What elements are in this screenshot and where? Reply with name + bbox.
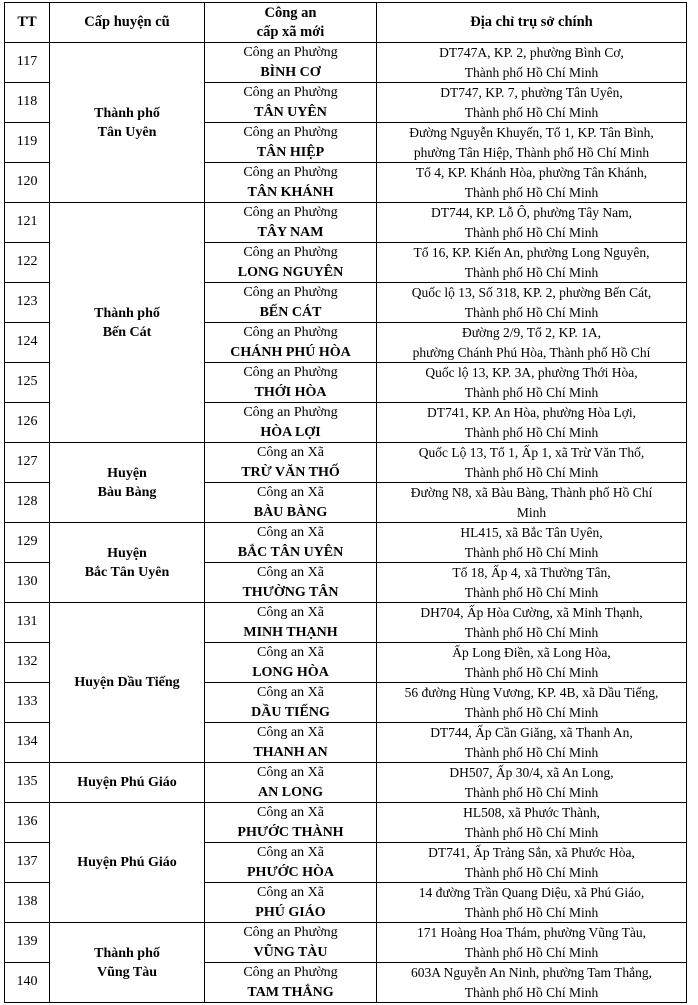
new-unit-cell [205, 523, 377, 563]
unit-type: Công an Xã [257, 685, 324, 700]
table-row [5, 523, 687, 563]
document-page [4, 2, 687, 1003]
address-cell [377, 643, 687, 683]
row-number: 121 [5, 203, 50, 243]
address-line1: Ấp Long Điền, xã Long Hòa, [452, 645, 611, 660]
unit-type: Công an Xã [257, 725, 324, 740]
address-line1: DT744, Ấp Cần Giăng, xã Thanh An, [430, 725, 633, 740]
old-district-line2: Bàu Bàng [97, 484, 157, 500]
row-number: 138 [5, 883, 50, 923]
address-line1: Đường 2/9, Tổ 2, KP. 1A, [461, 325, 602, 340]
new-unit-cell [205, 243, 377, 283]
row-number: 128 [5, 483, 50, 523]
unit-name: BÀU BÀNG [253, 504, 328, 520]
address-line2: Thành phố Hồ Chí Minh [464, 184, 599, 200]
unit-type: Công an Phường [243, 85, 338, 100]
new-unit-cell [205, 283, 377, 323]
unit-name: DẦU TIẾNG [251, 704, 330, 720]
address-cell [377, 923, 687, 963]
row-number: 130 [5, 563, 50, 603]
old-district-line1: Thành phố [94, 305, 160, 321]
address-cell [377, 363, 687, 403]
address-cell [377, 763, 687, 803]
header-new-unit-line1: Công an [264, 5, 317, 22]
address-line2: Thành phố Hồ Chí Minh [464, 424, 599, 440]
address-line2: Thành phố Hồ Chí Minh [464, 464, 599, 480]
address-line1: Quốc lộ 13, Số 318, KP. 2, phường Bến Cát, [411, 285, 652, 300]
row-number: 137 [5, 843, 50, 883]
address-line1: 603A Nguyễn An Ninh, phường Tam Thắng, [410, 965, 652, 980]
old-district-line1: Huyện Phú Giáo [77, 855, 177, 870]
old-district-line2: Bắc Tân Uyên [84, 564, 170, 580]
address-line2: Minh [516, 504, 547, 520]
row-number: 118 [5, 83, 50, 123]
unit-type: Công an Phường [243, 45, 338, 60]
unit-type: Công an Xã [257, 565, 324, 580]
new-unit-cell [205, 563, 377, 603]
address-line1: Tổ 16, KP. Kiến An, phường Long Nguyên, [413, 245, 650, 260]
unit-type: Công an Phường [243, 285, 338, 300]
row-number: 124 [5, 323, 50, 363]
address-cell [377, 523, 687, 563]
row-number: 126 [5, 403, 50, 443]
old-district-line1: Huyện [107, 545, 147, 561]
new-unit-cell [205, 123, 377, 163]
row-number: 131 [5, 603, 50, 643]
address-cell [377, 323, 687, 363]
row-number: 139 [5, 923, 50, 963]
address-cell [377, 283, 687, 323]
unit-type: Công an Xã [257, 845, 324, 860]
address-cell [377, 123, 687, 163]
new-unit-cell [205, 163, 377, 203]
address-line1: 14 đường Trần Quang Diệu, xã Phú Giáo, [418, 885, 645, 900]
row-number: 136 [5, 803, 50, 843]
unit-name: TÂY NAM [257, 224, 324, 240]
unit-name: PHƯỚC THÀNH [237, 824, 344, 840]
unit-name: HÒA LỢI [260, 424, 321, 440]
header-new-unit [205, 3, 377, 43]
unit-name: AN LONG [258, 784, 323, 800]
unit-name: TÂN HIỆP [256, 144, 325, 160]
address-line1: DT747, KP. 7, phường Tân Uyên, [440, 85, 623, 100]
unit-type: Công an Phường [243, 205, 338, 220]
new-unit-cell [205, 883, 377, 923]
table-row [5, 443, 687, 483]
row-number: 117 [5, 43, 50, 83]
unit-name: THỚI HÒA [254, 384, 327, 400]
row-number: 123 [5, 283, 50, 323]
new-unit-cell [205, 803, 377, 843]
new-unit-cell [205, 363, 377, 403]
address-line1: DT741, Ấp Trảng Sắn, xã Phước Hòa, [428, 845, 635, 860]
unit-type: Công an Phường [243, 965, 338, 980]
row-number: 120 [5, 163, 50, 203]
unit-name: BẮC TÂN UYÊN [237, 544, 344, 560]
header-address: Địa chỉ trụ sở chính [377, 3, 687, 43]
address-line2: Thành phố Hồ Chí Minh [464, 704, 599, 720]
address-line2: Thành phố Hồ Chí Minh [464, 304, 599, 320]
address-line1: HL415, xã Bắc Tân Uyên, [460, 525, 603, 540]
table-row [5, 923, 687, 963]
address-line2: Thành phố Hồ Chí Minh [464, 384, 599, 400]
row-number: 135 [5, 763, 50, 803]
address-line2: Thành phố Hồ Chí Minh [464, 624, 599, 640]
unit-name: PHƯỚC HÒA [247, 864, 334, 880]
row-number: 129 [5, 523, 50, 563]
address-line1: Quốc Lộ 13, Tổ 1, Ấp 1, xã Trừ Văn Thố, [418, 445, 645, 460]
old-district-cell [50, 43, 205, 203]
unit-type: Công an Phường [243, 405, 338, 420]
row-number: 132 [5, 643, 50, 683]
table-row [5, 803, 687, 843]
address-cell [377, 43, 687, 83]
unit-name: BÌNH CƠ [260, 64, 321, 80]
old-district-line2: Tân Uyên [97, 124, 157, 140]
new-unit-cell [205, 923, 377, 963]
unit-type: Công an Xã [257, 485, 324, 500]
unit-name: TRỪ VĂN THỐ [241, 464, 340, 480]
address-line2: phường Tân Hiệp, Thành phố Hồ Chí Minh [413, 144, 650, 160]
table-row [5, 203, 687, 243]
unit-name: TÂN KHÁNH [247, 184, 334, 200]
new-unit-cell [205, 403, 377, 443]
row-number: 127 [5, 443, 50, 483]
unit-name: THƯỜNG TÂN [242, 584, 339, 600]
old-district-line2: Vũng Tàu [96, 964, 158, 980]
table-row [5, 603, 687, 643]
new-unit-cell [205, 443, 377, 483]
address-line1: DT741, KP. An Hòa, phường Hòa Lợi, [426, 405, 637, 420]
address-cell [377, 483, 687, 523]
unit-name: PHÚ GIÁO [255, 904, 326, 920]
address-line1: DH704, Ấp Hòa Cường, xã Minh Thạnh, [420, 605, 643, 620]
old-district-cell [50, 443, 205, 523]
header-new-unit-line2: cấp xã mới [256, 23, 325, 40]
address-cell [377, 843, 687, 883]
address-line1: Tổ 4, KP. Khánh Hòa, phường Tân Khánh, [415, 165, 648, 180]
address-line1: HL508, xã Phước Thành, [463, 805, 600, 820]
unit-type: Công an Xã [257, 805, 324, 820]
address-line2: Thành phố Hồ Chí Minh [464, 664, 599, 680]
address-line1: DT744, KP. Lỗ Ô, phường Tây Nam, [431, 205, 632, 220]
address-cell [377, 803, 687, 843]
unit-type: Công an Phường [243, 165, 338, 180]
old-district-cell [50, 603, 205, 763]
address-cell [377, 243, 687, 283]
new-unit-cell [205, 963, 377, 1003]
address-line2: Thành phố Hồ Chí Minh [464, 984, 599, 1000]
address-line1: DH507, Ấp 30/4, xã An Long, [449, 765, 614, 780]
unit-type: Công an Xã [257, 885, 324, 900]
address-line1: Tổ 18, Ấp 4, xã Thường Tân, [452, 565, 611, 580]
address-line2: Thành phố Hồ Chí Minh [464, 784, 599, 800]
address-line2: Thành phố Hồ Chí Minh [464, 104, 599, 120]
address-line1: 56 đường Hùng Vương, KP. 4B, xã Dầu Tiếng, [404, 685, 659, 700]
old-district-line2: Bến Cát [102, 324, 152, 340]
old-district-line1: Huyện Dầu Tiếng [74, 675, 180, 690]
unit-type: Công an Xã [257, 445, 324, 460]
address-line2: Thành phố Hồ Chí Minh [464, 544, 599, 560]
row-number: 125 [5, 363, 50, 403]
address-line1: Đường N8, xã Bàu Bàng, Thành phố Hồ Chí [410, 485, 653, 500]
unit-name: LONG HÒA [252, 664, 329, 680]
unit-name: BẾN CÁT [259, 304, 322, 320]
table-row [5, 763, 687, 803]
new-unit-cell [205, 43, 377, 83]
address-cell [377, 963, 687, 1003]
address-line1: 171 Hoàng Hoa Thám, phường Vũng Tàu, [417, 925, 646, 940]
address-cell [377, 723, 687, 763]
address-cell [377, 883, 687, 923]
new-unit-cell [205, 683, 377, 723]
address-line2: Thành phố Hồ Chí Minh [464, 944, 599, 960]
unit-name: TÂN UYÊN [254, 104, 327, 120]
unit-name: MINH THẠNH [243, 624, 338, 640]
address-cell [377, 563, 687, 603]
address-line2: Thành phố Hồ Chí Minh [464, 824, 599, 840]
address-line1: Quốc lộ 13, KP. 3A, phường Thới Hòa, [425, 365, 638, 380]
old-district-cell [50, 523, 205, 603]
row-number: 133 [5, 683, 50, 723]
address-cell [377, 683, 687, 723]
row-number: 122 [5, 243, 50, 283]
unit-type: Công an Phường [243, 925, 338, 940]
table-header-row [5, 3, 687, 43]
new-unit-cell [205, 643, 377, 683]
address-line2: Thành phố Hồ Chí Minh [464, 64, 599, 80]
unit-type: Công an Xã [257, 765, 324, 780]
new-unit-cell [205, 483, 377, 523]
old-district-line1: Huyện Phú Giáo [77, 775, 177, 790]
old-district-line1: Thành phố [94, 105, 160, 121]
unit-name: CHÁNH PHÚ HÒA [230, 344, 351, 360]
row-number: 140 [5, 963, 50, 1003]
unit-name: TAM THẮNG [247, 984, 334, 1000]
table-row [5, 43, 687, 83]
old-district-cell [50, 803, 205, 923]
address-cell [377, 443, 687, 483]
row-number: 119 [5, 123, 50, 163]
address-line2: Thành phố Hồ Chí Minh [464, 224, 599, 240]
address-cell [377, 83, 687, 123]
address-cell [377, 163, 687, 203]
row-number: 134 [5, 723, 50, 763]
unit-type: Công an Phường [243, 125, 338, 140]
new-unit-cell [205, 843, 377, 883]
address-line1: DT747A, KP. 2, phường Bình Cơ, [439, 45, 624, 60]
address-line2: Thành phố Hồ Chí Minh [464, 904, 599, 920]
unit-type: Công an Xã [257, 525, 324, 540]
unit-type: Công an Phường [243, 365, 338, 380]
address-line2: Thành phố Hồ Chí Minh [464, 584, 599, 600]
address-line2: Thành phố Hồ Chí Minh [464, 264, 599, 280]
old-district-cell [50, 763, 205, 803]
new-unit-cell [205, 603, 377, 643]
unit-type: Công an Phường [243, 325, 338, 340]
header-old-district: Cấp huyện cũ [50, 3, 205, 43]
new-unit-cell [205, 203, 377, 243]
unit-type: Công an Xã [257, 645, 324, 660]
police-unit-table [4, 2, 687, 1003]
new-unit-cell [205, 763, 377, 803]
address-line2: Thành phố Hồ Chí Minh [464, 744, 599, 760]
old-district-cell [50, 203, 205, 443]
address-cell [377, 403, 687, 443]
address-cell [377, 203, 687, 243]
unit-type: Công an Phường [243, 245, 338, 260]
address-line2: phường Chánh Phú Hòa, Thành phố Hồ Chí [412, 344, 651, 360]
new-unit-cell [205, 723, 377, 763]
header-tt: TT [5, 3, 50, 43]
unit-name: LONG NGUYÊN [237, 264, 344, 280]
old-district-line1: Thành phố [94, 945, 160, 961]
address-line2: Thành phố Hồ Chí Minh [464, 864, 599, 880]
new-unit-cell [205, 83, 377, 123]
unit-name: THANH AN [253, 744, 328, 760]
address-line1: Đường Nguyễn Khuyến, Tổ 1, KP. Tân Bình, [409, 125, 654, 140]
old-district-cell [50, 923, 205, 1003]
unit-name: VŨNG TÀU [253, 944, 328, 960]
new-unit-cell [205, 323, 377, 363]
old-district-line1: Huyện [107, 465, 147, 481]
unit-type: Công an Xã [257, 605, 324, 620]
address-cell [377, 603, 687, 643]
